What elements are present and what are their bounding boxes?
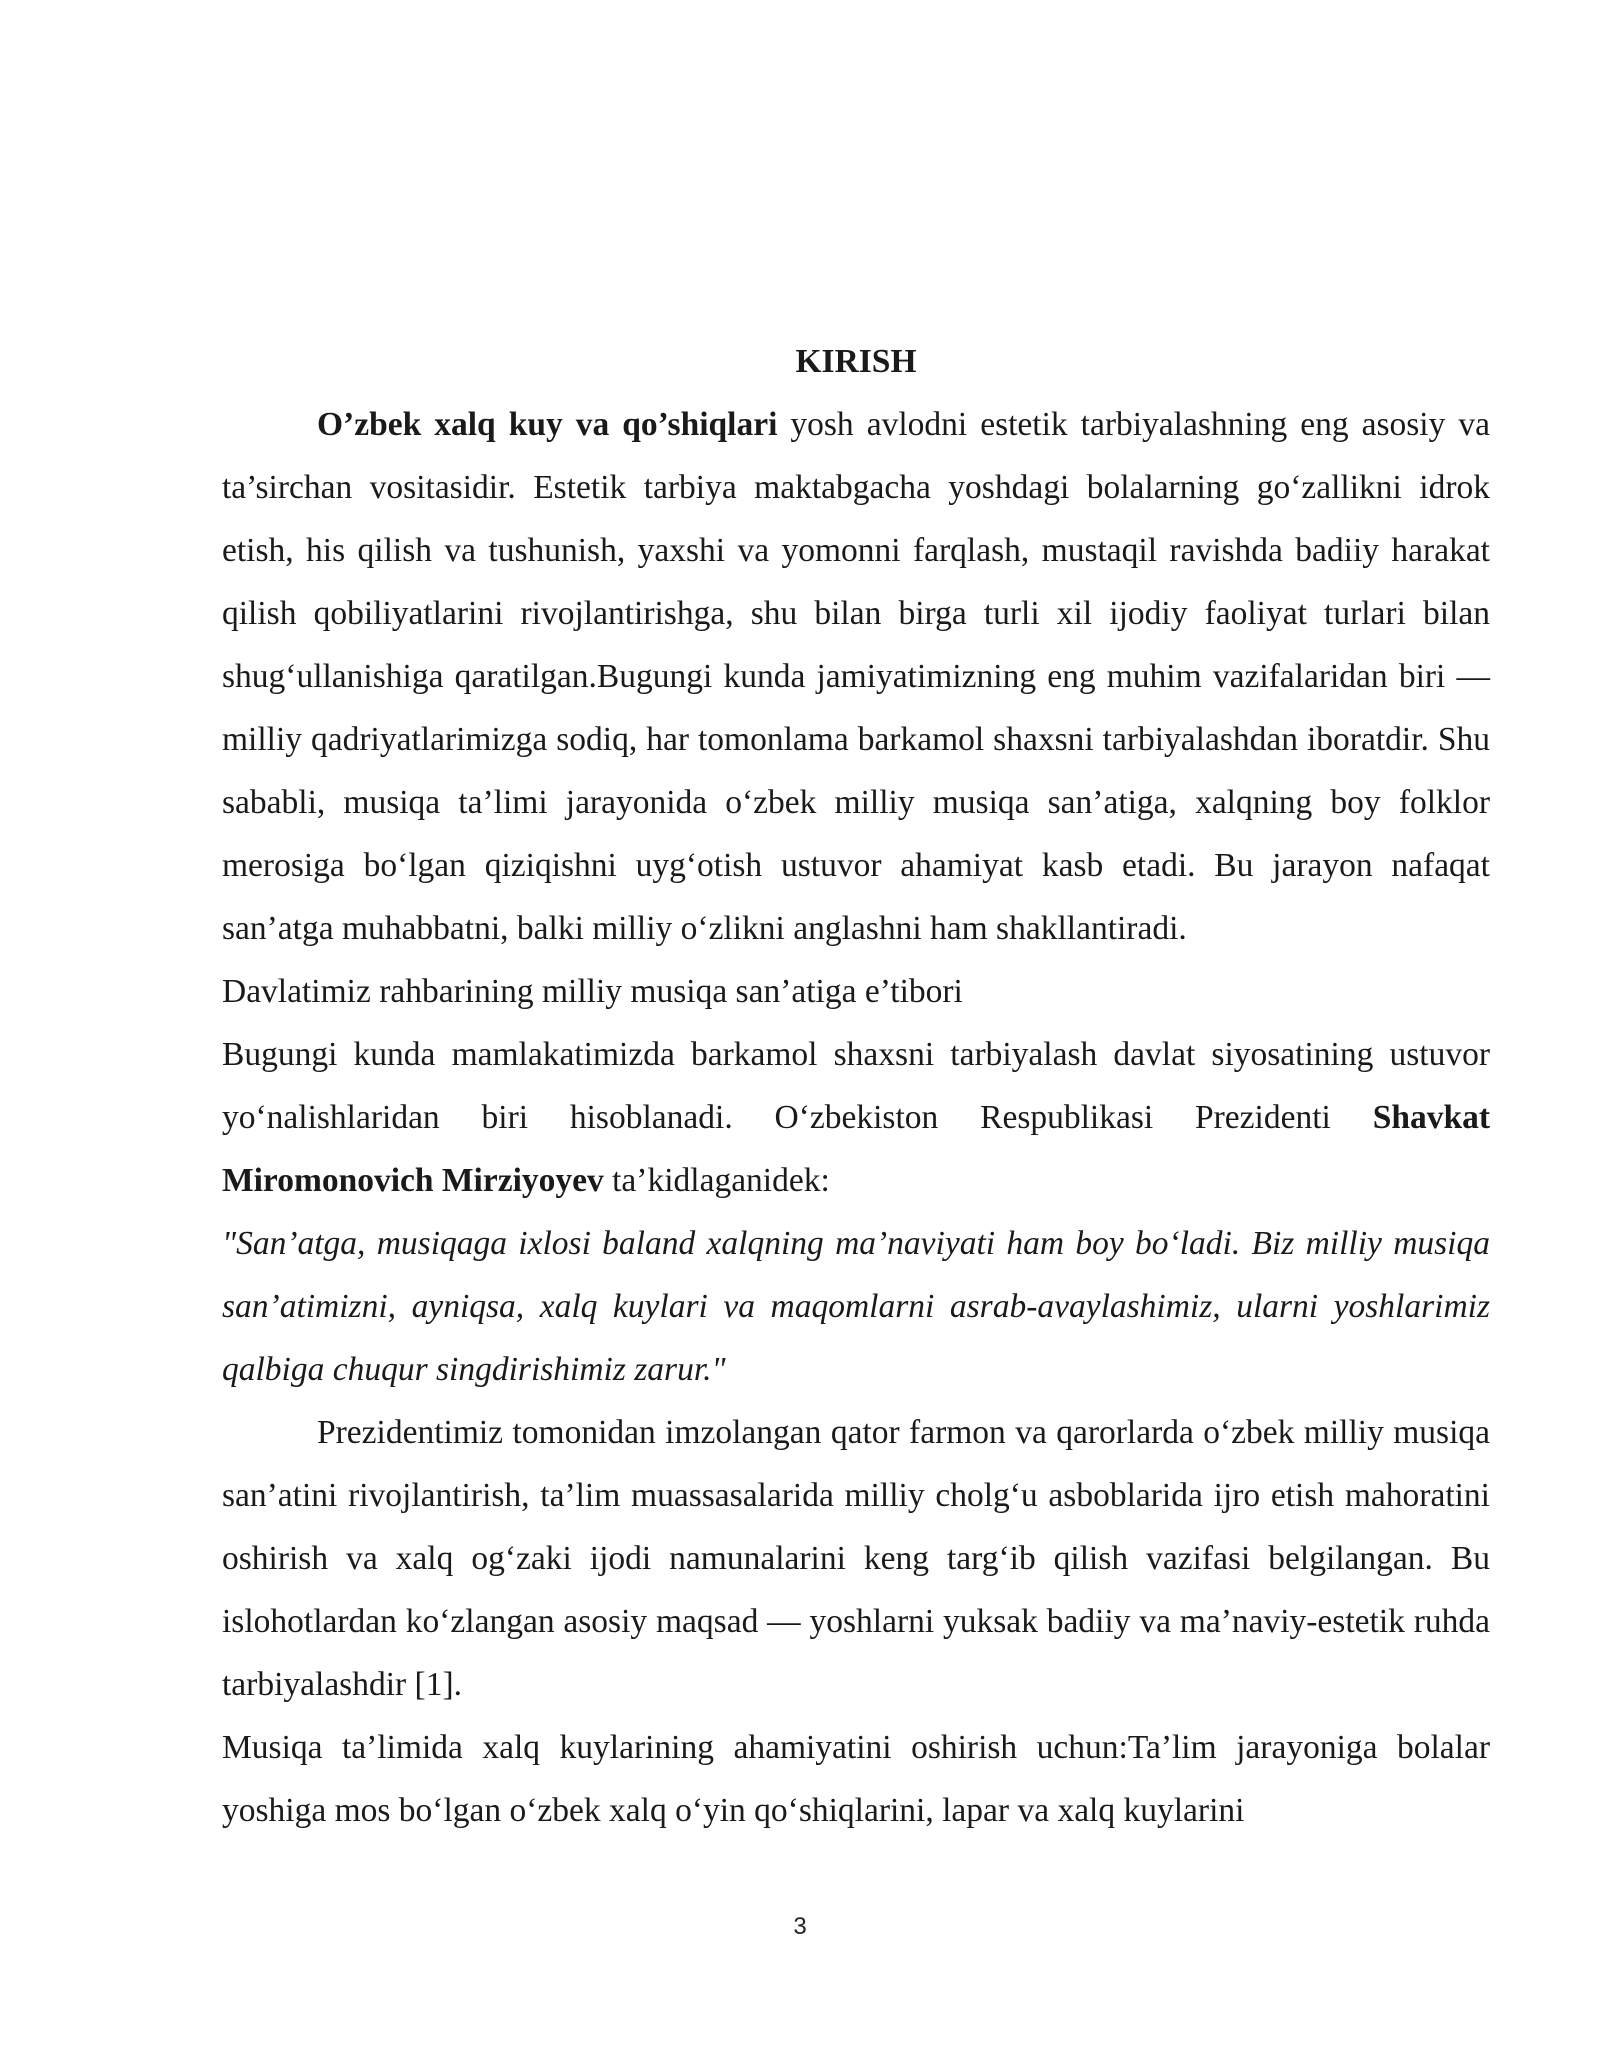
- president-name: Shavkat Miromonovich Mirziyoyev: [222, 1099, 1490, 1199]
- paragraph-subheading: Davlatimiz rahbarining milliy musiqa san’atiga e’tibori: [222, 973, 963, 1010]
- paragraph-music-education: Musiqa ta’limida xalq kuylarining ahamiyatini oshirish uchun:Ta’lim jarayoniga bolalar yoshiga mos bo‘lgan o‘zbek xalq o‘yin qo‘shiqlarini, lapar va xalq kuylarini: [222, 1729, 1490, 1829]
- paragraph-president-tail: ta’kidlaganidek:: [603, 1162, 830, 1199]
- paragraph-intro-text: yosh avlodni estetik tarbiyalashning eng asosiy va ta’sirchan vositasidir. Estetik tarbiya maktabgacha yoshdagi bolalarning go‘zallikni idrok etish, his qilish va tushunish, yaxshi va yomonni farqlash, mustaqil ravishda badiiy harakat qilish qobiliyatlarini rivojlantirishga, shu bilan birga turli xil ijodiy faoliyat turlari bilan shug‘ullanishiga qaratilgan.Bugungi kunda jamiyatimizning eng muhim vazifalaridan biri — milliy qadriyatlarimizga sodiq, har tomonlama barkamol shaxsni tarbiyalashdan iboratdir. Shu sababli, musiqa ta’limi jarayonida o‘zbek milliy musiqa san’atiga, xalqning boy folklor merosiga bo‘lgan qiziqishni uyg‘otish ustuvor ahamiyat kasb etadi. Bu jarayon nafaqat san’atga muhabbatni, balki milliy o‘zlikni anglashni ham shakllantiradi.: [222, 406, 1490, 947]
- quote-paragraph: "San’atga, musiqaga ixlosi baland xalqning ma’naviyati ham boy bo‘ladi. Biz milliy musiqa san’atimizni, ayniqsa, xalq kuylari va maqomlarni asrab-avaylashimiz, ularni yoshlarimiz qalbiga chuqur singdirishimiz zarur.": [222, 1225, 1490, 1388]
- page-number: 3: [793, 1913, 807, 1940]
- page-body: [222, 330, 1490, 1842]
- paragraph-intro: [222, 393, 1490, 960]
- paragraph-president: [222, 1023, 1490, 1212]
- paragraph-president-text: Bugungi kunda mamlakatimizda barkamol shaxsni tarbiyalash davlat siyosatining ustuvor yo‘nalishlaridan biri hisoblanadi. O‘zbekiston Respublikasi Prezidenti: [222, 1036, 1490, 1136]
- paragraph-decrees: Prezidentimiz tomonidan imzolangan qator farmon va qarorlarda o‘zbek milliy musiqa san’atini rivojlantirish, ta’lim muassasalarida milliy cholg‘u asboblarida ijro etish mahoratini oshirish va xalq og‘zaki ijodi namunalarini keng targ‘ib qilish vazifasi belgilangan. Bu islohotlardan ko‘zlangan asosiy maqsad — yoshlarni yuksak badiiy va ma’naviy-estetik ruhda tarbiyalashdir [1].: [222, 1414, 1490, 1703]
- section-heading: KIRISH: [795, 343, 917, 380]
- bold-lead-phrase: O’zbek xalq kuy va qo’shiqlari: [317, 406, 778, 443]
